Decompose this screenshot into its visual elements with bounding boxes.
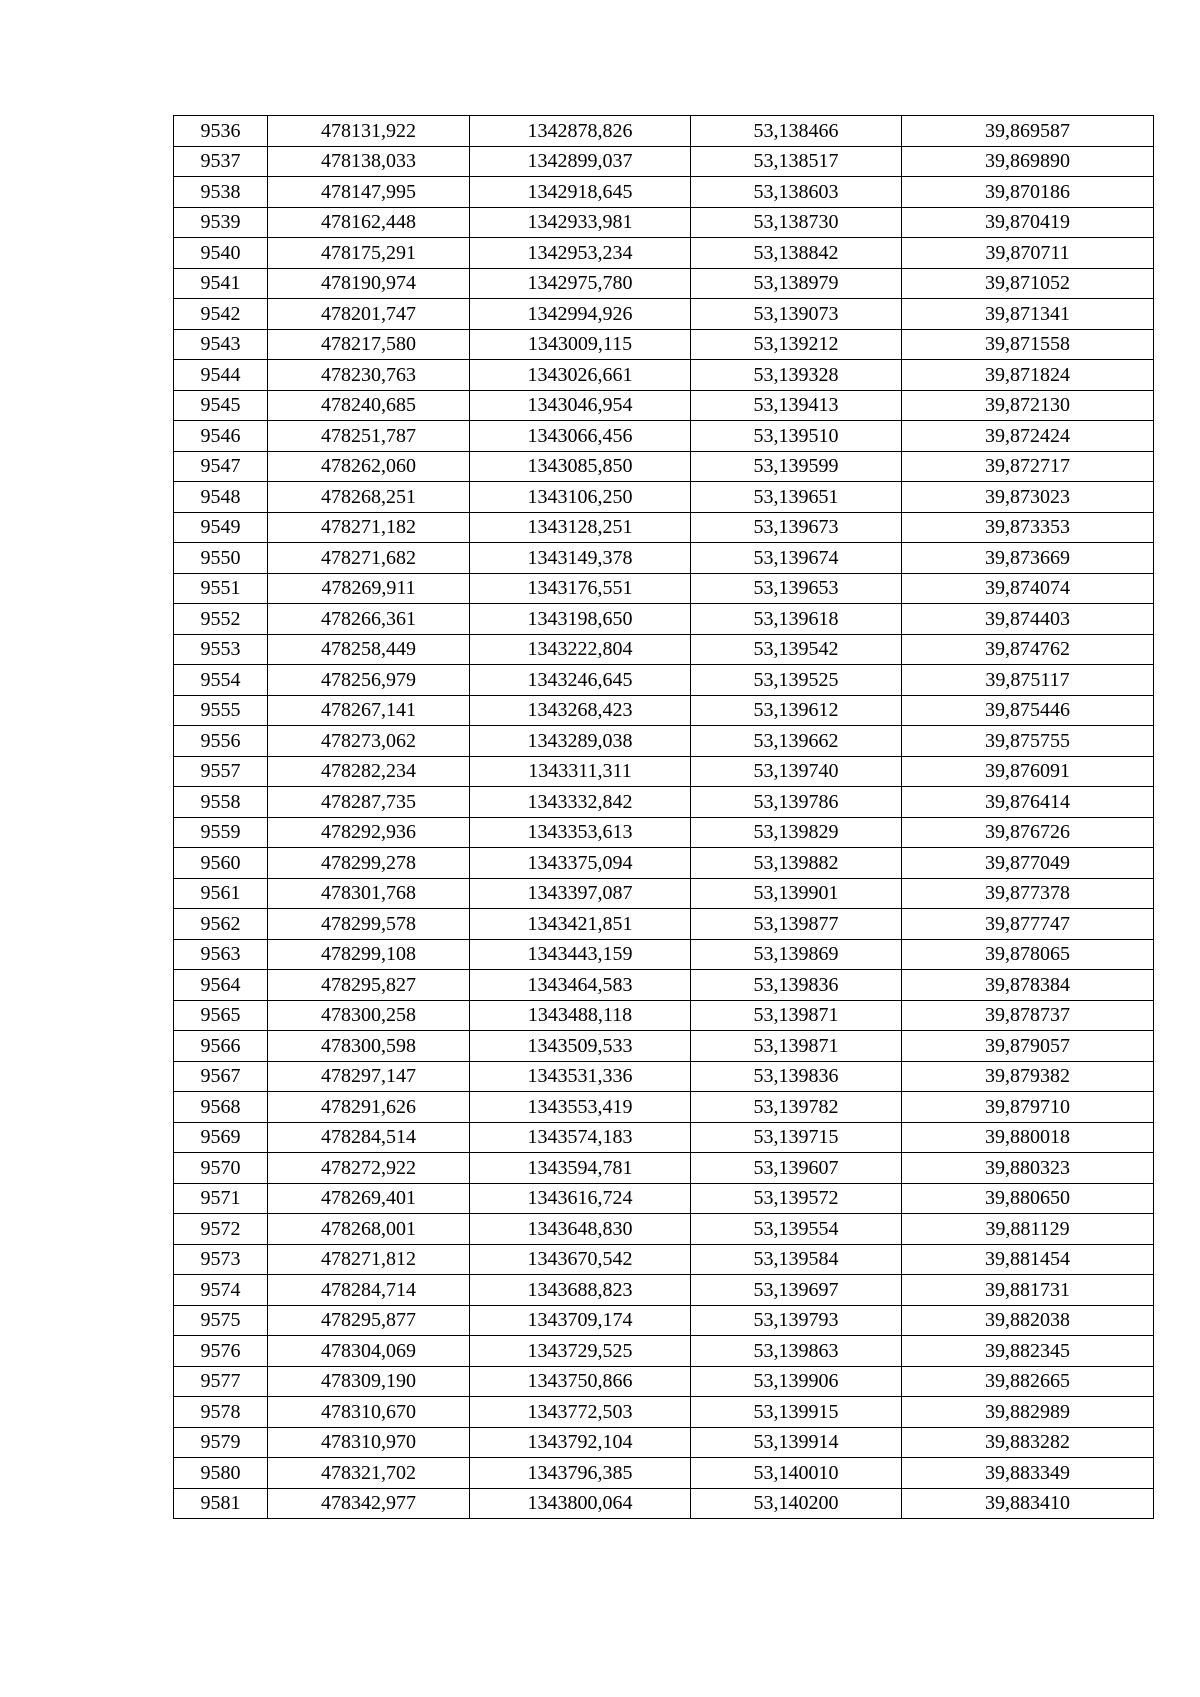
table-row <box>174 1488 1154 1519</box>
y-coordinate-cell: 1343509,533 <box>470 1031 691 1062</box>
latitude-cell: 53,139612 <box>691 695 902 726</box>
y-coordinate-cell: 1343026,661 <box>470 360 691 391</box>
longitude-cell: 39,879382 <box>902 1061 1154 1092</box>
x-coordinate-cell: 478310,670 <box>268 1397 470 1428</box>
x-coordinate-cell: 478240,685 <box>268 390 470 421</box>
longitude-cell: 39,880323 <box>902 1153 1154 1184</box>
table-row <box>174 421 1154 452</box>
x-coordinate-cell: 478284,714 <box>268 1275 470 1306</box>
longitude-cell: 39,878737 <box>902 1000 1154 1031</box>
x-coordinate-cell: 478295,827 <box>268 970 470 1001</box>
latitude-cell: 53,139584 <box>691 1244 902 1275</box>
y-coordinate-cell: 1343397,087 <box>470 878 691 909</box>
y-coordinate-cell: 1343488,118 <box>470 1000 691 1031</box>
x-coordinate-cell: 478251,787 <box>268 421 470 452</box>
y-coordinate-cell: 1343353,613 <box>470 817 691 848</box>
table-row <box>174 604 1154 635</box>
longitude-cell: 39,874403 <box>902 604 1154 635</box>
y-coordinate-cell: 1342953,234 <box>470 238 691 269</box>
table-row <box>174 451 1154 482</box>
latitude-cell: 53,139901 <box>691 878 902 909</box>
longitude-cell: 39,881454 <box>902 1244 1154 1275</box>
point-number-cell: 9578 <box>174 1397 268 1428</box>
point-number-cell: 9541 <box>174 268 268 299</box>
y-coordinate-cell: 1343046,954 <box>470 390 691 421</box>
longitude-cell: 39,870419 <box>902 207 1154 238</box>
table-row <box>174 939 1154 970</box>
x-coordinate-cell: 478299,578 <box>268 909 470 940</box>
longitude-cell: 39,881731 <box>902 1275 1154 1306</box>
table-row <box>174 543 1154 574</box>
longitude-cell: 39,875117 <box>902 665 1154 696</box>
point-number-cell: 9549 <box>174 512 268 543</box>
x-coordinate-cell: 478258,449 <box>268 634 470 665</box>
x-coordinate-cell: 478268,001 <box>268 1214 470 1245</box>
point-number-cell: 9539 <box>174 207 268 238</box>
y-coordinate-cell: 1343106,250 <box>470 482 691 513</box>
longitude-cell: 39,882038 <box>902 1305 1154 1336</box>
y-coordinate-cell: 1343553,419 <box>470 1092 691 1123</box>
latitude-cell: 53,139914 <box>691 1427 902 1458</box>
longitude-cell: 39,870186 <box>902 177 1154 208</box>
point-number-cell: 9552 <box>174 604 268 635</box>
longitude-cell: 39,883349 <box>902 1458 1154 1489</box>
table-row <box>174 1122 1154 1153</box>
x-coordinate-cell: 478284,514 <box>268 1122 470 1153</box>
y-coordinate-cell: 1342975,780 <box>470 268 691 299</box>
latitude-cell: 53,139653 <box>691 573 902 604</box>
table-row <box>174 1305 1154 1336</box>
coordinates-table <box>173 115 1154 1519</box>
latitude-cell: 53,139673 <box>691 512 902 543</box>
longitude-cell: 39,871824 <box>902 360 1154 391</box>
longitude-cell: 39,876091 <box>902 756 1154 787</box>
latitude-cell: 53,139554 <box>691 1214 902 1245</box>
point-number-cell: 9551 <box>174 573 268 604</box>
latitude-cell: 53,138517 <box>691 146 902 177</box>
point-number-cell: 9550 <box>174 543 268 574</box>
longitude-cell: 39,874762 <box>902 634 1154 665</box>
point-number-cell: 9579 <box>174 1427 268 1458</box>
table-row <box>174 695 1154 726</box>
latitude-cell: 53,139740 <box>691 756 902 787</box>
point-number-cell: 9547 <box>174 451 268 482</box>
latitude-cell: 53,139510 <box>691 421 902 452</box>
latitude-cell: 53,139786 <box>691 787 902 818</box>
y-coordinate-cell: 1343688,823 <box>470 1275 691 1306</box>
table-row <box>174 909 1154 940</box>
latitude-cell: 53,139871 <box>691 1000 902 1031</box>
longitude-cell: 39,871052 <box>902 268 1154 299</box>
y-coordinate-cell: 1343729,525 <box>470 1336 691 1367</box>
point-number-cell: 9565 <box>174 1000 268 1031</box>
y-coordinate-cell: 1343594,781 <box>470 1153 691 1184</box>
point-number-cell: 9538 <box>174 177 268 208</box>
table-row <box>174 1214 1154 1245</box>
x-coordinate-cell: 478301,768 <box>268 878 470 909</box>
table-row <box>174 207 1154 238</box>
longitude-cell: 39,883410 <box>902 1488 1154 1519</box>
x-coordinate-cell: 478321,702 <box>268 1458 470 1489</box>
point-number-cell: 9564 <box>174 970 268 1001</box>
longitude-cell: 39,877049 <box>902 848 1154 879</box>
table-row <box>174 177 1154 208</box>
table-row <box>174 390 1154 421</box>
y-coordinate-cell: 1343772,503 <box>470 1397 691 1428</box>
table-row <box>174 268 1154 299</box>
table-row <box>174 1366 1154 1397</box>
longitude-cell: 39,876726 <box>902 817 1154 848</box>
table-row <box>174 116 1154 147</box>
longitude-cell: 39,880650 <box>902 1183 1154 1214</box>
longitude-cell: 39,880018 <box>902 1122 1154 1153</box>
latitude-cell: 53,138842 <box>691 238 902 269</box>
point-number-cell: 9544 <box>174 360 268 391</box>
x-coordinate-cell: 478131,922 <box>268 116 470 147</box>
point-number-cell: 9575 <box>174 1305 268 1336</box>
longitude-cell: 39,878065 <box>902 939 1154 970</box>
y-coordinate-cell: 1343222,804 <box>470 634 691 665</box>
longitude-cell: 39,882345 <box>902 1336 1154 1367</box>
x-coordinate-cell: 478271,182 <box>268 512 470 543</box>
latitude-cell: 53,139073 <box>691 299 902 330</box>
longitude-cell: 39,879057 <box>902 1031 1154 1062</box>
point-number-cell: 9540 <box>174 238 268 269</box>
point-number-cell: 9556 <box>174 726 268 757</box>
table-row <box>174 1275 1154 1306</box>
y-coordinate-cell: 1343750,866 <box>470 1366 691 1397</box>
latitude-cell: 53,138979 <box>691 268 902 299</box>
x-coordinate-cell: 478271,682 <box>268 543 470 574</box>
longitude-cell: 39,874074 <box>902 573 1154 604</box>
y-coordinate-cell: 1343531,336 <box>470 1061 691 1092</box>
x-coordinate-cell: 478299,278 <box>268 848 470 879</box>
latitude-cell: 53,139662 <box>691 726 902 757</box>
point-number-cell: 9542 <box>174 299 268 330</box>
table-row <box>174 146 1154 177</box>
x-coordinate-cell: 478162,448 <box>268 207 470 238</box>
longitude-cell: 39,871558 <box>902 329 1154 360</box>
table-row <box>174 1458 1154 1489</box>
y-coordinate-cell: 1343421,851 <box>470 909 691 940</box>
point-number-cell: 9546 <box>174 421 268 452</box>
latitude-cell: 53,139599 <box>691 451 902 482</box>
longitude-cell: 39,882989 <box>902 1397 1154 1428</box>
table-row <box>174 329 1154 360</box>
latitude-cell: 53,139413 <box>691 390 902 421</box>
table-row <box>174 360 1154 391</box>
coordinates-table-body <box>174 116 1154 1519</box>
y-coordinate-cell: 1343198,650 <box>470 604 691 635</box>
table-row <box>174 1092 1154 1123</box>
point-number-cell: 9558 <box>174 787 268 818</box>
latitude-cell: 53,139697 <box>691 1275 902 1306</box>
longitude-cell: 39,877378 <box>902 878 1154 909</box>
table-row <box>174 634 1154 665</box>
latitude-cell: 53,138466 <box>691 116 902 147</box>
x-coordinate-cell: 478304,069 <box>268 1336 470 1367</box>
latitude-cell: 53,139607 <box>691 1153 902 1184</box>
table-row <box>174 299 1154 330</box>
point-number-cell: 9572 <box>174 1214 268 1245</box>
x-coordinate-cell: 478190,974 <box>268 268 470 299</box>
y-coordinate-cell: 1343375,094 <box>470 848 691 879</box>
point-number-cell: 9553 <box>174 634 268 665</box>
point-number-cell: 9571 <box>174 1183 268 1214</box>
longitude-cell: 39,873023 <box>902 482 1154 513</box>
point-number-cell: 9569 <box>174 1122 268 1153</box>
latitude-cell: 53,139328 <box>691 360 902 391</box>
latitude-cell: 53,139618 <box>691 604 902 635</box>
point-number-cell: 9537 <box>174 146 268 177</box>
latitude-cell: 53,140200 <box>691 1488 902 1519</box>
point-number-cell: 9560 <box>174 848 268 879</box>
point-number-cell: 9555 <box>174 695 268 726</box>
y-coordinate-cell: 1343792,104 <box>470 1427 691 1458</box>
x-coordinate-cell: 478300,258 <box>268 1000 470 1031</box>
x-coordinate-cell: 478271,812 <box>268 1244 470 1275</box>
latitude-cell: 53,139915 <box>691 1397 902 1428</box>
x-coordinate-cell: 478309,190 <box>268 1366 470 1397</box>
table-row <box>174 1153 1154 1184</box>
table-row <box>174 512 1154 543</box>
y-coordinate-cell: 1343648,830 <box>470 1214 691 1245</box>
y-coordinate-cell: 1343332,842 <box>470 787 691 818</box>
y-coordinate-cell: 1343176,551 <box>470 573 691 604</box>
latitude-cell: 53,138603 <box>691 177 902 208</box>
x-coordinate-cell: 478342,977 <box>268 1488 470 1519</box>
point-number-cell: 9562 <box>174 909 268 940</box>
point-number-cell: 9567 <box>174 1061 268 1092</box>
longitude-cell: 39,882665 <box>902 1366 1154 1397</box>
y-coordinate-cell: 1342878,826 <box>470 116 691 147</box>
table-row <box>174 848 1154 879</box>
longitude-cell: 39,873669 <box>902 543 1154 574</box>
y-coordinate-cell: 1343443,159 <box>470 939 691 970</box>
x-coordinate-cell: 478292,936 <box>268 817 470 848</box>
latitude-cell: 53,139525 <box>691 665 902 696</box>
x-coordinate-cell: 478268,251 <box>268 482 470 513</box>
table-row <box>174 1061 1154 1092</box>
y-coordinate-cell: 1343149,378 <box>470 543 691 574</box>
table-row <box>174 1183 1154 1214</box>
latitude-cell: 53,139882 <box>691 848 902 879</box>
table-row <box>174 665 1154 696</box>
y-coordinate-cell: 1343574,183 <box>470 1122 691 1153</box>
latitude-cell: 53,139782 <box>691 1092 902 1123</box>
x-coordinate-cell: 478269,401 <box>268 1183 470 1214</box>
longitude-cell: 39,871341 <box>902 299 1154 330</box>
point-number-cell: 9545 <box>174 390 268 421</box>
x-coordinate-cell: 478269,911 <box>268 573 470 604</box>
point-number-cell: 9566 <box>174 1031 268 1062</box>
longitude-cell: 39,872130 <box>902 390 1154 421</box>
latitude-cell: 53,139572 <box>691 1183 902 1214</box>
point-number-cell: 9548 <box>174 482 268 513</box>
table-row <box>174 1397 1154 1428</box>
x-coordinate-cell: 478230,763 <box>268 360 470 391</box>
point-number-cell: 9543 <box>174 329 268 360</box>
point-number-cell: 9557 <box>174 756 268 787</box>
longitude-cell: 39,876414 <box>902 787 1154 818</box>
latitude-cell: 53,139877 <box>691 909 902 940</box>
latitude-cell: 53,139836 <box>691 1061 902 1092</box>
table-row <box>174 1427 1154 1458</box>
point-number-cell: 9570 <box>174 1153 268 1184</box>
x-coordinate-cell: 478267,141 <box>268 695 470 726</box>
x-coordinate-cell: 478297,147 <box>268 1061 470 1092</box>
table-row <box>174 1336 1154 1367</box>
y-coordinate-cell: 1343670,542 <box>470 1244 691 1275</box>
point-number-cell: 9574 <box>174 1275 268 1306</box>
x-coordinate-cell: 478266,361 <box>268 604 470 635</box>
table-row <box>174 1244 1154 1275</box>
point-number-cell: 9563 <box>174 939 268 970</box>
latitude-cell: 53,139674 <box>691 543 902 574</box>
y-coordinate-cell: 1343128,251 <box>470 512 691 543</box>
latitude-cell: 53,139793 <box>691 1305 902 1336</box>
point-number-cell: 9576 <box>174 1336 268 1367</box>
point-number-cell: 9559 <box>174 817 268 848</box>
point-number-cell: 9581 <box>174 1488 268 1519</box>
x-coordinate-cell: 478175,291 <box>268 238 470 269</box>
y-coordinate-cell: 1342933,981 <box>470 207 691 238</box>
longitude-cell: 39,875446 <box>902 695 1154 726</box>
x-coordinate-cell: 478272,922 <box>268 1153 470 1184</box>
point-number-cell: 9580 <box>174 1458 268 1489</box>
y-coordinate-cell: 1343289,038 <box>470 726 691 757</box>
x-coordinate-cell: 478147,995 <box>268 177 470 208</box>
x-coordinate-cell: 478287,735 <box>268 787 470 818</box>
x-coordinate-cell: 478282,234 <box>268 756 470 787</box>
longitude-cell: 39,877747 <box>902 909 1154 940</box>
latitude-cell: 53,139212 <box>691 329 902 360</box>
y-coordinate-cell: 1343268,423 <box>470 695 691 726</box>
longitude-cell: 39,869890 <box>902 146 1154 177</box>
x-coordinate-cell: 478299,108 <box>268 939 470 970</box>
x-coordinate-cell: 478262,060 <box>268 451 470 482</box>
longitude-cell: 39,869587 <box>902 116 1154 147</box>
y-coordinate-cell: 1343800,064 <box>470 1488 691 1519</box>
longitude-cell: 39,879710 <box>902 1092 1154 1123</box>
point-number-cell: 9568 <box>174 1092 268 1123</box>
latitude-cell: 53,139715 <box>691 1122 902 1153</box>
longitude-cell: 39,878384 <box>902 970 1154 1001</box>
x-coordinate-cell: 478295,877 <box>268 1305 470 1336</box>
latitude-cell: 53,138730 <box>691 207 902 238</box>
x-coordinate-cell: 478273,062 <box>268 726 470 757</box>
y-coordinate-cell: 1342918,645 <box>470 177 691 208</box>
point-number-cell: 9536 <box>174 116 268 147</box>
x-coordinate-cell: 478300,598 <box>268 1031 470 1062</box>
y-coordinate-cell: 1343009,115 <box>470 329 691 360</box>
point-number-cell: 9577 <box>174 1366 268 1397</box>
latitude-cell: 53,140010 <box>691 1458 902 1489</box>
latitude-cell: 53,139542 <box>691 634 902 665</box>
x-coordinate-cell: 478217,580 <box>268 329 470 360</box>
y-coordinate-cell: 1343085,850 <box>470 451 691 482</box>
y-coordinate-cell: 1343311,311 <box>470 756 691 787</box>
latitude-cell: 53,139871 <box>691 1031 902 1062</box>
point-number-cell: 9573 <box>174 1244 268 1275</box>
longitude-cell: 39,873353 <box>902 512 1154 543</box>
table-row <box>174 1031 1154 1062</box>
y-coordinate-cell: 1343796,385 <box>470 1458 691 1489</box>
latitude-cell: 53,139869 <box>691 939 902 970</box>
table-row <box>174 817 1154 848</box>
y-coordinate-cell: 1342899,037 <box>470 146 691 177</box>
x-coordinate-cell: 478138,033 <box>268 146 470 177</box>
x-coordinate-cell: 478201,747 <box>268 299 470 330</box>
longitude-cell: 39,872717 <box>902 451 1154 482</box>
table-row <box>174 970 1154 1001</box>
longitude-cell: 39,872424 <box>902 421 1154 452</box>
y-coordinate-cell: 1342994,926 <box>470 299 691 330</box>
table-row <box>174 238 1154 269</box>
latitude-cell: 53,139651 <box>691 482 902 513</box>
x-coordinate-cell: 478291,626 <box>268 1092 470 1123</box>
longitude-cell: 39,881129 <box>902 1214 1154 1245</box>
y-coordinate-cell: 1343464,583 <box>470 970 691 1001</box>
longitude-cell: 39,883282 <box>902 1427 1154 1458</box>
latitude-cell: 53,139836 <box>691 970 902 1001</box>
table-row <box>174 726 1154 757</box>
longitude-cell: 39,875755 <box>902 726 1154 757</box>
table-row <box>174 1000 1154 1031</box>
table-row <box>174 482 1154 513</box>
x-coordinate-cell: 478256,979 <box>268 665 470 696</box>
y-coordinate-cell: 1343709,174 <box>470 1305 691 1336</box>
table-row <box>174 878 1154 909</box>
y-coordinate-cell: 1343246,645 <box>470 665 691 696</box>
table-row <box>174 787 1154 818</box>
latitude-cell: 53,139906 <box>691 1366 902 1397</box>
latitude-cell: 53,139829 <box>691 817 902 848</box>
longitude-cell: 39,870711 <box>902 238 1154 269</box>
y-coordinate-cell: 1343616,724 <box>470 1183 691 1214</box>
latitude-cell: 53,139863 <box>691 1336 902 1367</box>
x-coordinate-cell: 478310,970 <box>268 1427 470 1458</box>
table-row <box>174 756 1154 787</box>
point-number-cell: 9554 <box>174 665 268 696</box>
table-row <box>174 573 1154 604</box>
point-number-cell: 9561 <box>174 878 268 909</box>
y-coordinate-cell: 1343066,456 <box>470 421 691 452</box>
